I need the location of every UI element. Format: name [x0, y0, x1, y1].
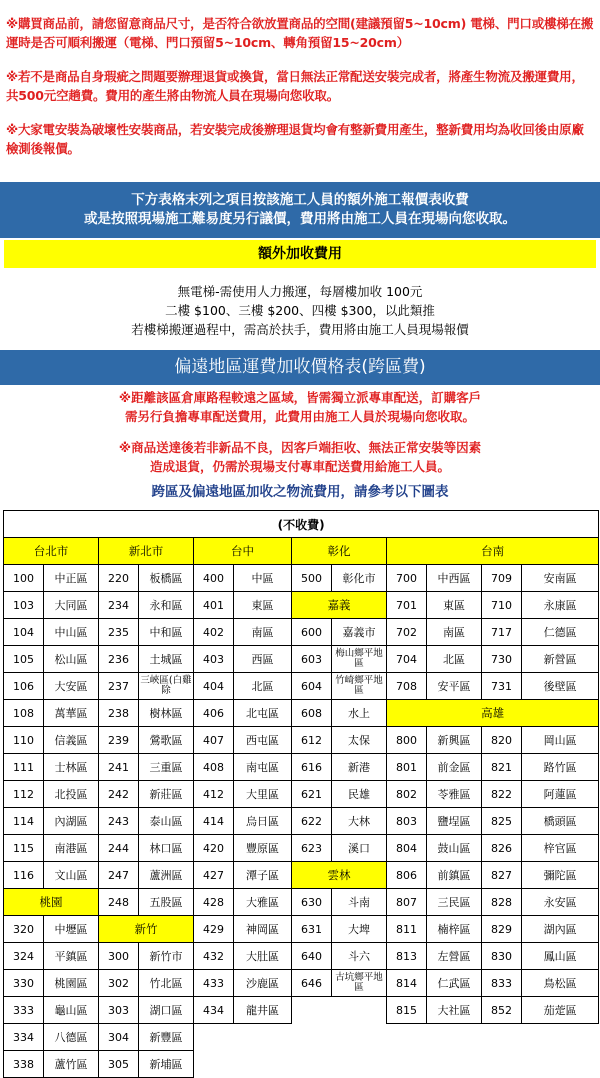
taichung-district: 西屯區 [234, 727, 292, 754]
empty-cell [522, 1024, 599, 1051]
tainan-district: 南區 [427, 619, 482, 646]
taichung-district: 北屯區 [234, 700, 292, 727]
new-taipei-district: 中和區 [139, 619, 194, 646]
extra-fee-line3: 若樓梯搬運過程中，需高於扶手，費用將由施工人員現場報價 [131, 322, 469, 337]
empty-cell [387, 1051, 427, 1078]
taichung-zip: 412 [194, 781, 234, 808]
tainan-zip: 701 [387, 592, 427, 619]
taichung-zip: 406 [194, 700, 234, 727]
kaohsiung-zip: 811 [387, 916, 427, 943]
taichung-district: 神岡區 [234, 916, 292, 943]
kaohsiung-district: 鳥松區 [522, 970, 599, 997]
new-taipei-district: 林口區 [139, 835, 194, 862]
taichung-district: 西區 [234, 646, 292, 673]
kaohsiung-district: 彌陀區 [522, 862, 599, 889]
new-taipei-zip: 243 [99, 808, 139, 835]
empty-cell [522, 1051, 599, 1078]
hsinchu-district: 新埔區 [139, 1051, 194, 1078]
kaohsiung-district: 湖內區 [522, 916, 599, 943]
yunlin-zip: 640 [292, 943, 332, 970]
changhua-zip: 500 [292, 565, 332, 592]
taichung-zip: 400 [194, 565, 234, 592]
taipei-district: 內湖區 [44, 808, 99, 835]
new-taipei-zip: 248 [99, 889, 139, 916]
tainan-district: 安平區 [427, 673, 482, 700]
empty-cell [427, 1024, 482, 1051]
yunlin-district: 大埤 [332, 916, 387, 943]
taichung-zip: 403 [194, 646, 234, 673]
kaohsiung-zip: 825 [482, 808, 522, 835]
taoyuan-district: 中壢區 [44, 916, 99, 943]
chiayi-zip: 604 [292, 673, 332, 700]
new-taipei-zip: 235 [99, 619, 139, 646]
kaohsiung-zip: 802 [387, 781, 427, 808]
tainan-zip: 730 [482, 646, 522, 673]
taoyuan-zip: 324 [4, 943, 44, 970]
taipei-district: 大同區 [44, 592, 99, 619]
taichung-zip: 408 [194, 754, 234, 781]
kaohsiung-zip: 833 [482, 970, 522, 997]
taichung-zip: 401 [194, 592, 234, 619]
new-taipei-district: 蘆洲區 [139, 862, 194, 889]
table-row [4, 646, 599, 673]
kaohsiung-district: 橋頭區 [522, 808, 599, 835]
hsinchu-zip: 305 [99, 1051, 139, 1078]
chiayi-zip: 603 [292, 646, 332, 673]
header-yunlin: 雲林 [292, 862, 387, 889]
table-row [4, 835, 599, 862]
kaohsiung-zip: 800 [387, 727, 427, 754]
chiayi-zip: 612 [292, 727, 332, 754]
header-new-taipei: 新北市 [99, 538, 194, 565]
taichung-zip: 434 [194, 997, 234, 1024]
taipei-district: 信義區 [44, 727, 99, 754]
kaohsiung-zip: 804 [387, 835, 427, 862]
tainan-district: 後壁區 [522, 673, 599, 700]
chiayi-zip: 622 [292, 808, 332, 835]
new-taipei-district: 三峽區(白雞除 [139, 673, 194, 700]
kaohsiung-zip: 852 [482, 997, 522, 1024]
taichung-district: 豐原區 [234, 835, 292, 862]
taipei-zip: 115 [4, 835, 44, 862]
tainan-zip: 709 [482, 565, 522, 592]
kaohsiung-district: 大社區 [427, 997, 482, 1024]
taoyuan-district: 蘆竹區 [44, 1051, 99, 1078]
kaohsiung-district: 新興區 [427, 727, 482, 754]
empty-cell [292, 997, 332, 1024]
chiayi-district: 太保 [332, 727, 387, 754]
table-row [4, 673, 599, 700]
chiayi-district: 大林 [332, 808, 387, 835]
table-row [4, 916, 599, 943]
new-taipei-district: 土城區 [139, 646, 194, 673]
taoyuan-district: 平鎮區 [44, 943, 99, 970]
remote-reference: 跨區及偏遠地區加收之物流費用，請參考以下圖表 [151, 484, 449, 500]
taichung-district: 龍井區 [234, 997, 292, 1024]
header-kaohsiung: 高雄 [387, 700, 599, 727]
tainan-zip: 708 [387, 673, 427, 700]
kaohsiung-district: 仁武區 [427, 970, 482, 997]
kaohsiung-district: 前鎮區 [427, 862, 482, 889]
taipei-zip: 103 [4, 592, 44, 619]
taipei-zip: 100 [4, 565, 44, 592]
taoyuan-district: 龜山區 [44, 997, 99, 1024]
table-row [4, 889, 599, 916]
tainan-district: 北區 [427, 646, 482, 673]
kaohsiung-zip: 814 [387, 970, 427, 997]
chiayi-zip: 608 [292, 700, 332, 727]
yunlin-district: 古坑鄉平地區 [332, 970, 387, 997]
empty-cell [387, 1024, 427, 1051]
tainan-zip: 702 [387, 619, 427, 646]
taichung-district: 南區 [234, 619, 292, 646]
taoyuan-district: 八德區 [44, 1024, 99, 1051]
taipei-zip: 110 [4, 727, 44, 754]
kaohsiung-district: 三民區 [427, 889, 482, 916]
zip-code-table [3, 510, 599, 1078]
kaohsiung-zip: 806 [387, 862, 427, 889]
chiayi-district: 新港 [332, 754, 387, 781]
chiayi-zip: 621 [292, 781, 332, 808]
taoyuan-zip: 330 [4, 970, 44, 997]
extra-fee-title: 額外加收費用 [4, 240, 596, 268]
tainan-zip: 717 [482, 619, 522, 646]
tainan-district: 中西區 [427, 565, 482, 592]
taipei-district: 松山區 [44, 646, 99, 673]
tainan-zip: 731 [482, 673, 522, 700]
table-row [4, 1024, 599, 1051]
hsinchu-zip: 302 [99, 970, 139, 997]
chiayi-district: 竹崎鄉平地區 [332, 673, 387, 700]
kaohsiung-district: 前金區 [427, 754, 482, 781]
kaohsiung-zip: 830 [482, 943, 522, 970]
taipei-district: 中正區 [44, 565, 99, 592]
kaohsiung-district: 鼓山區 [427, 835, 482, 862]
empty-cell [482, 1024, 522, 1051]
kaohsiung-district: 阿蓮區 [522, 781, 599, 808]
table-row [4, 700, 599, 727]
taoyuan-district: 桃園區 [44, 970, 99, 997]
kaohsiung-district: 梓官區 [522, 835, 599, 862]
new-taipei-zip: 242 [99, 781, 139, 808]
taipei-district: 中山區 [44, 619, 99, 646]
taichung-district: 烏日區 [234, 808, 292, 835]
kaohsiung-zip: 829 [482, 916, 522, 943]
taichung-zip: 428 [194, 889, 234, 916]
table-row [4, 1051, 599, 1078]
empty-cell [332, 997, 387, 1024]
kaohsiung-zip: 807 [387, 889, 427, 916]
notice-install: ※大家電安裝為破壞性安裝商品，若安裝完成後辦理退貨均會有整新費用產生，整新費用均為收回後由原廠檢測後報價。 [6, 122, 584, 156]
remote-note1-line1: ※距離該區倉庫路程較遠之區域，皆需獨立派專車配送，訂購客戶 [118, 390, 482, 405]
taipei-zip: 111 [4, 754, 44, 781]
kaohsiung-district: 永安區 [522, 889, 599, 916]
tainan-district: 東區 [427, 592, 482, 619]
hsinchu-district: 竹北區 [139, 970, 194, 997]
chiayi-district: 民雄 [332, 781, 387, 808]
new-taipei-zip: 244 [99, 835, 139, 862]
empty-cell [194, 1024, 234, 1051]
yunlin-zip: 631 [292, 916, 332, 943]
kaohsiung-district: 楠梓區 [427, 916, 482, 943]
table-caption: (不收費) [4, 511, 599, 538]
kaohsiung-zip: 813 [387, 943, 427, 970]
chiayi-zip: 623 [292, 835, 332, 862]
kaohsiung-zip: 827 [482, 862, 522, 889]
table-caption-row [4, 511, 599, 538]
chiayi-district: 梅山鄉平地區 [332, 646, 387, 673]
taichung-zip: 402 [194, 619, 234, 646]
taichung-zip: 432 [194, 943, 234, 970]
table-row [4, 619, 599, 646]
kaohsiung-zip: 826 [482, 835, 522, 862]
table-row [4, 862, 599, 889]
chiayi-district: 溪口 [332, 835, 387, 862]
taipei-zip: 112 [4, 781, 44, 808]
taipei-district: 北投區 [44, 781, 99, 808]
hsinchu-zip: 300 [99, 943, 139, 970]
chiayi-district: 水上 [332, 700, 387, 727]
kaohsiung-zip: 803 [387, 808, 427, 835]
empty-cell [332, 1051, 387, 1078]
empty-cell [292, 1051, 332, 1078]
hsinchu-zip: 304 [99, 1024, 139, 1051]
taichung-district: 潭子區 [234, 862, 292, 889]
taichung-zip: 420 [194, 835, 234, 862]
hsinchu-district: 湖口區 [139, 997, 194, 1024]
yunlin-zip: 630 [292, 889, 332, 916]
new-taipei-zip: 234 [99, 592, 139, 619]
extra-fee-line2: 二樓 $100、三樓 $200、四樓 $300，以此類推 [165, 303, 435, 318]
empty-cell [194, 1051, 234, 1078]
taipei-district: 南港區 [44, 835, 99, 862]
tainan-zip: 710 [482, 592, 522, 619]
header-chiayi: 嘉義 [292, 592, 387, 619]
remote-note1-line2: 需另行負擔專車配送費用，此費用由施工人員於現場向您收取。 [124, 409, 475, 424]
taichung-district: 南屯區 [234, 754, 292, 781]
hsinchu-district: 新竹市 [139, 943, 194, 970]
header-tainan: 台南 [387, 538, 599, 565]
table-header-row [4, 538, 599, 565]
header-taipei: 台北市 [4, 538, 99, 565]
new-taipei-zip: 239 [99, 727, 139, 754]
kaohsiung-district: 茄萣區 [522, 997, 599, 1024]
table-row [4, 808, 599, 835]
hsinchu-district: 新豐區 [139, 1024, 194, 1051]
kaohsiung-district: 岡山區 [522, 727, 599, 754]
taipei-zip: 106 [4, 673, 44, 700]
empty-cell [332, 1024, 387, 1051]
taipei-district: 士林區 [44, 754, 99, 781]
yunlin-district: 斗六 [332, 943, 387, 970]
remote-notes [0, 388, 600, 476]
new-taipei-district: 新莊區 [139, 781, 194, 808]
tainan-district: 仁德區 [522, 619, 599, 646]
kaohsiung-district: 左營區 [427, 943, 482, 970]
new-taipei-zip: 237 [99, 673, 139, 700]
taichung-zip: 404 [194, 673, 234, 700]
header-taichung: 台中 [194, 538, 292, 565]
yunlin-zip: 646 [292, 970, 332, 997]
kaohsiung-district: 鳳山區 [522, 943, 599, 970]
kaohsiung-zip: 821 [482, 754, 522, 781]
taichung-district: 中區 [234, 565, 292, 592]
taichung-zip: 433 [194, 970, 234, 997]
taipei-district: 文山區 [44, 862, 99, 889]
kaohsiung-zip: 820 [482, 727, 522, 754]
taipei-district: 萬華區 [44, 700, 99, 727]
new-taipei-district: 五股區 [139, 889, 194, 916]
taichung-district: 大里區 [234, 781, 292, 808]
taipei-zip: 104 [4, 619, 44, 646]
chiayi-district: 嘉義市 [332, 619, 387, 646]
taipei-zip: 116 [4, 862, 44, 889]
tainan-district: 新營區 [522, 646, 599, 673]
hsinchu-zip: 303 [99, 997, 139, 1024]
header-changhua: 彰化 [292, 538, 387, 565]
extra-fee-body [0, 276, 600, 346]
new-taipei-zip: 236 [99, 646, 139, 673]
chiayi-zip: 600 [292, 619, 332, 646]
new-taipei-zip: 220 [99, 565, 139, 592]
table-row [4, 592, 599, 619]
chiayi-zip: 616 [292, 754, 332, 781]
new-taipei-zip: 247 [99, 862, 139, 889]
kaohsiung-zip: 822 [482, 781, 522, 808]
remote-note2-line1: ※商品送達後若非新品不良，因客戶端拒收、無法正常安裝等因素 [118, 440, 482, 455]
kaohsiung-district: 路竹區 [522, 754, 599, 781]
notice-return-fee: ※若不是商品自身瑕疵之問題要辦理退貨或換貨，當日無法正常配送安裝完成者，將產生物流及搬運費用，共500元空趟費。費用的產生將由物流人員在現場向您收取。 [6, 69, 584, 103]
empty-cell [482, 1051, 522, 1078]
notice-size: ※購買商品前，請您留意商品尺寸，是否符合欲放置商品的空間(建議預留5~10cm) 電梯、門口或樓梯在搬運時是否可順利搬運（電梯、門口預留5~10cm、轉角預留15~20cm） [6, 16, 594, 50]
table-row [4, 754, 599, 781]
taoyuan-zip: 338 [4, 1051, 44, 1078]
new-taipei-district: 永和區 [139, 592, 194, 619]
remote-note2-line2: 造成退貨，仍需於現場支付專車配送費用給施工人員。 [149, 459, 450, 474]
header-hsinchu: 新竹 [99, 916, 194, 943]
extra-fee-header-line2: 或是按照現場施工難易度另行議價，費用將由施工人員在現場向您收取。 [84, 211, 516, 227]
notice-section [0, 0, 600, 182]
new-taipei-district: 三重區 [139, 754, 194, 781]
tainan-district: 永康區 [522, 592, 599, 619]
taichung-zip: 429 [194, 916, 234, 943]
taoyuan-zip: 334 [4, 1024, 44, 1051]
table-row [4, 565, 599, 592]
kaohsiung-zip: 828 [482, 889, 522, 916]
taichung-zip: 407 [194, 727, 234, 754]
kaohsiung-zip: 815 [387, 997, 427, 1024]
yunlin-district: 斗南 [332, 889, 387, 916]
extra-fee-header-line1: 下方表格末列之項目按該施工人員的額外施工報價表收費 [131, 192, 469, 208]
taichung-district: 大肚區 [234, 943, 292, 970]
changhua-district: 彰化市 [332, 565, 387, 592]
tainan-zip: 704 [387, 646, 427, 673]
new-taipei-district: 樹林區 [139, 700, 194, 727]
taichung-zip: 414 [194, 808, 234, 835]
tainan-district: 安南區 [522, 565, 599, 592]
kaohsiung-district: 苓雅區 [427, 781, 482, 808]
new-taipei-district: 板橋區 [139, 565, 194, 592]
table-row [4, 727, 599, 754]
empty-cell [292, 1024, 332, 1051]
remote-fee-title: 偏遠地區運費加收價格表(跨區費) [0, 350, 600, 385]
table-row [4, 997, 599, 1024]
header-taoyuan: 桃園 [4, 889, 99, 916]
taichung-zip: 427 [194, 862, 234, 889]
taoyuan-zip: 320 [4, 916, 44, 943]
taichung-district: 東區 [234, 592, 292, 619]
taoyuan-zip: 333 [4, 997, 44, 1024]
kaohsiung-district: 鹽埕區 [427, 808, 482, 835]
taichung-district: 北區 [234, 673, 292, 700]
extra-fee-line1: 無電梯-需使用人力搬運，每層樓加收 100元 [177, 284, 423, 299]
new-taipei-zip: 238 [99, 700, 139, 727]
table-row [4, 781, 599, 808]
new-taipei-district: 鶯歌區 [139, 727, 194, 754]
table-row [4, 943, 599, 970]
kaohsiung-zip: 801 [387, 754, 427, 781]
tainan-zip: 700 [387, 565, 427, 592]
taipei-zip: 105 [4, 646, 44, 673]
taichung-district: 大雅區 [234, 889, 292, 916]
new-taipei-zip: 241 [99, 754, 139, 781]
empty-cell [234, 1024, 292, 1051]
extra-fee-header [0, 182, 600, 238]
table-row [4, 970, 599, 997]
empty-cell [427, 1051, 482, 1078]
taipei-district: 大安區 [44, 673, 99, 700]
taipei-zip: 114 [4, 808, 44, 835]
new-taipei-district: 泰山區 [139, 808, 194, 835]
empty-cell [234, 1051, 292, 1078]
taipei-zip: 108 [4, 700, 44, 727]
taichung-district: 沙鹿區 [234, 970, 292, 997]
